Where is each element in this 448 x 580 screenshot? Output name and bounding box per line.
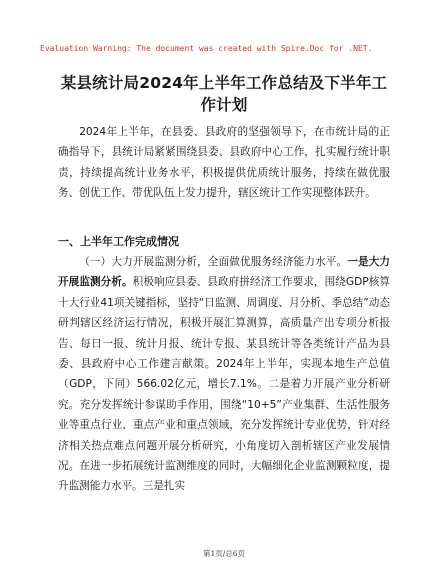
paragraph-text: 积极响应县委、县政府拼经济工作要求，围绕GDP核算十大行业41项关键指标，坚持“日监测、周调度、月分析、季总结”动态研判辖区经济运行情况，积极开展汇算测算，高质量产出专项分析报告、每日一报、统计月报、统计专报、某县统计等各类统计产品为县委、县政府中心工作建言献策。2024年上半年，实现本地生产总值（GDP，下同）566.02亿元，增长7.1%。二是着力开展产业分析研究。充分发挥统计参谋助手作用，围绕“10+5”产业集群、生活性服务业等重点行业、重点产业和重点领域，充分发挥统计专业优势，针对经济相关热点难点问题开展分析研究，小角度切入剖析辖区产业发展情况。在进一步拓展统计监测维度的同时，大幅细化企业监测颗粒度，提升监测能力水平。三是扎实	[58, 276, 391, 493]
page-footer: 第1页/总6页	[202, 549, 246, 558]
section-heading: 一、上半年工作完成情况	[58, 235, 179, 248]
document-title: 某县统计局2024年上半年工作总结及下半年工作计划	[60, 74, 388, 114]
section-paragraph	[58, 252, 390, 497]
intro-paragraph: 2024年上半年，在县委、县政府的坚强领导下，在市统计局的正确指导下，县统计局紧紧围绕县委、县政府中心工作，扎实履行统计职责，持续提高统计业务水平，积极提供优质统计服务，持续在做优服务、创优工作、带优队伍上发力提升，辖区统计工作实现整体跃升。	[58, 126, 390, 200]
evaluation-warning: Evaluation Warning: The document was created with Spire.Doc for .NET.	[40, 44, 373, 53]
subsection-lead: （一）大力开展监测分析，全面做优服务经济能力水平。	[79, 256, 348, 268]
bold-phrase: 一是大力开展监测分析。	[58, 256, 391, 289]
